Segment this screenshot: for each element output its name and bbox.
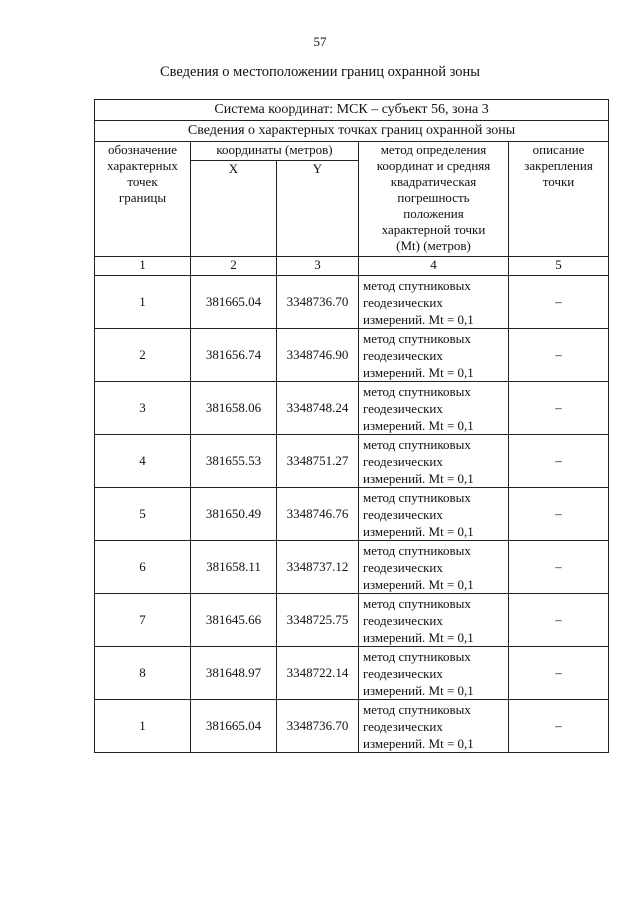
cell-point-number: 4: [95, 435, 191, 488]
cell-point-number: 2: [95, 329, 191, 382]
cell-point-number: 1: [95, 276, 191, 329]
header-y: Y: [277, 161, 359, 257]
cell-point-number: 1: [95, 700, 191, 753]
header-point-designation: обозначение характерных точек границы: [95, 142, 191, 257]
cell-y-coordinate: 3348737.12: [277, 541, 359, 594]
cell-description: –: [509, 276, 609, 329]
cell-point-number: 6: [95, 541, 191, 594]
cell-description: –: [509, 329, 609, 382]
table-row: [95, 382, 609, 435]
cell-y-coordinate: 3348736.70: [277, 700, 359, 753]
table-row: [95, 541, 609, 594]
cell-y-coordinate: 3348746.90: [277, 329, 359, 382]
cell-method: метод спутниковых геодезических измерений. Mt = 0,1: [359, 382, 509, 435]
header-x: X: [191, 161, 277, 257]
table-row: [95, 594, 609, 647]
cell-point-number: 5: [95, 488, 191, 541]
cell-method: метод спутниковых геодезических измерений. Mt = 0,1: [359, 435, 509, 488]
cell-method: метод спутниковых геодезических измерений. Mt = 0,1: [359, 329, 509, 382]
cell-x-coordinate: 381648.97: [191, 647, 277, 700]
table-row: [95, 647, 609, 700]
column-number-4: 4: [359, 257, 509, 276]
table-row: [95, 329, 609, 382]
cell-description: –: [509, 435, 609, 488]
cell-description: –: [509, 647, 609, 700]
cell-method: метод спутниковых геодезических измерений. Mt = 0,1: [359, 647, 509, 700]
cell-description: –: [509, 700, 609, 753]
table-row: [95, 276, 609, 329]
cell-description: –: [509, 488, 609, 541]
header-method: метод определения координат и средняя квадратическая погрешность положения характерной точки (Mt) (метров): [359, 142, 509, 257]
cell-y-coordinate: 3348751.27: [277, 435, 359, 488]
column-number-2: 2: [191, 257, 277, 276]
cell-x-coordinate: 381658.06: [191, 382, 277, 435]
cell-y-coordinate: 3348722.14: [277, 647, 359, 700]
table-row: [95, 700, 609, 753]
boundary-points-table: [94, 99, 609, 753]
cell-point-number: 3: [95, 382, 191, 435]
column-number-5: 5: [509, 257, 609, 276]
page-number: 57: [313, 34, 327, 49]
cell-y-coordinate: 3348736.70: [277, 276, 359, 329]
cell-x-coordinate: 381658.11: [191, 541, 277, 594]
cell-x-coordinate: 381650.49: [191, 488, 277, 541]
cell-method: метод спутниковых геодезических измерений. Mt = 0,1: [359, 541, 509, 594]
table-row: [95, 435, 609, 488]
document-title: Сведения о местоположении границ охранной зоны: [159, 64, 480, 80]
coord-system-header: Система координат: МСК – субъект 56, зона 3: [95, 100, 609, 121]
cell-method: метод спутниковых геодезических измерений. Mt = 0,1: [359, 488, 509, 541]
cell-description: –: [509, 382, 609, 435]
cell-description: –: [509, 594, 609, 647]
cell-y-coordinate: 3348746.76: [277, 488, 359, 541]
cell-description: –: [509, 541, 609, 594]
section-title-header: Сведения о характерных точках границ охранной зоны: [95, 121, 609, 142]
cell-x-coordinate: 381655.53: [191, 435, 277, 488]
column-number-3: 3: [277, 257, 359, 276]
cell-x-coordinate: 381656.74: [191, 329, 277, 382]
cell-method: метод спутниковых геодезических измерений. Mt = 0,1: [359, 276, 509, 329]
column-number-1: 1: [95, 257, 191, 276]
cell-y-coordinate: 3348725.75: [277, 594, 359, 647]
cell-method: метод спутниковых геодезических измерений. Mt = 0,1: [359, 594, 509, 647]
table-row: [95, 488, 609, 541]
cell-x-coordinate: 381645.66: [191, 594, 277, 647]
cell-point-number: 7: [95, 594, 191, 647]
cell-x-coordinate: 381665.04: [191, 700, 277, 753]
cell-point-number: 8: [95, 647, 191, 700]
cell-y-coordinate: 3348748.24: [277, 382, 359, 435]
cell-x-coordinate: 381665.04: [191, 276, 277, 329]
header-coordinates: координаты (метров): [191, 142, 359, 161]
cell-method: метод спутниковых геодезических измерений. Mt = 0,1: [359, 700, 509, 753]
header-description: описание закрепления точки: [509, 142, 609, 257]
